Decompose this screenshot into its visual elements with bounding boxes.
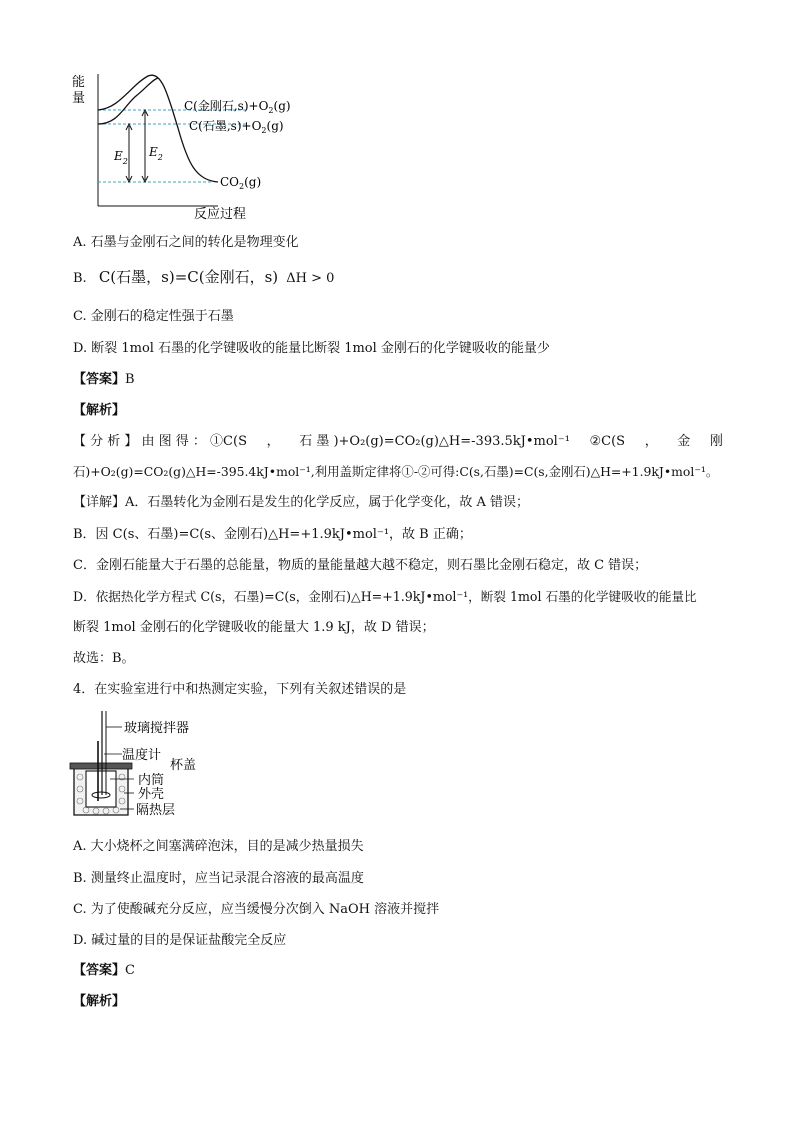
lid <box>70 763 132 769</box>
label-inner-cup: 内筒 <box>138 773 165 788</box>
graphite-label: C(石墨$,s)+O_2(g)$ <box>189 119 284 135</box>
label-lid: 杯盖 <box>170 758 197 773</box>
fenxi-seg-1: 【 分 析 】 由 图 得 ： ①C(S <box>73 434 247 449</box>
q3-answer-value: B <box>125 372 135 387</box>
q4-answer-label: 【答案】 <box>73 963 126 978</box>
q3-option-b <box>73 268 334 288</box>
q3-option-b-suffix: ΔH > 0 <box>286 271 335 286</box>
graphite-reaction-curve <box>98 78 158 124</box>
q3-answer <box>73 371 135 389</box>
calorimeter-diagram <box>68 705 218 825</box>
label-thermometer: 温度计 <box>122 748 162 763</box>
q3-option-d: D. 断裂 1mol 石墨的化学键吸收的能量比断裂 1mol 金刚石的化学键吸收的能量少 <box>73 341 550 356</box>
q3-detail-d-line-1: D．依据热化学方程式 C(s，石墨)=C(s，金刚石)△H=+1.9kJ•mol⁻¹，断裂 1mol 石墨的化学键吸收的能量比 <box>73 589 697 604</box>
q3-answer-label: 【答案】 <box>73 372 126 387</box>
q4-stem: 4．在实验室进行中和热测定实验，下列有关叙述错误的是 <box>73 682 407 697</box>
label-outer-shell: 外壳 <box>138 787 165 802</box>
q3-detail-c: C．金刚石能量大于石墨的总能量，物质的量能量越大越不稳定，则石墨比金刚石稳定，故 C 错误； <box>73 558 648 573</box>
label-insulation: 隔热层 <box>136 803 176 818</box>
q3-analysis-label: 【解析】 <box>73 403 126 418</box>
e2-label-right: $E_2$ <box>149 145 163 162</box>
co2-label: $CO_2(g)$ <box>220 175 262 191</box>
label-stirrer: 玻璃搅拌器 <box>124 721 190 736</box>
q3-fenxi-line-2: 石)+O₂(g)=CO₂(g)△H=-395.4kJ•mol⁻¹,利用盖斯定律将①-②可得:C(s,石墨)=C(s,金刚石)△H=+1.9kJ•mol⁻¹。 <box>73 464 719 479</box>
diamond-label: C(金刚石$,s)+O_2(g)$ <box>184 99 291 115</box>
fenxi-seg-6: 金 <box>677 434 691 449</box>
e2-label-left: $E_2$ <box>114 149 128 166</box>
q4-option-a: A. 大小烧杯之间塞满碎泡沫，目的是减少热量损失 <box>73 839 364 854</box>
q4-option-b: B. 测量终止温度时，应当记录混合溶液的最高温度 <box>73 871 364 886</box>
q3-detail-b: B．因 C(s、石墨)=C(s、金刚石)△H=+1.9kJ•mol⁻¹，故 B 正确； <box>73 527 472 542</box>
y-axis-label-bottom: 量 <box>72 91 86 106</box>
inner-cup <box>86 771 116 807</box>
q4-analysis-label: 【解析】 <box>73 994 126 1009</box>
x-axis-label: 反应过程 <box>194 207 247 222</box>
q3-conclusion: 故选：B。 <box>73 651 135 666</box>
y-axis-label-top: 能 <box>72 75 86 90</box>
fenxi-seg-3: 石 墨 )+O₂(g)=CO₂(g)△H=-393.5kJ•mol⁻¹ <box>299 434 570 449</box>
q3-option-b-prefix: B. <box>73 271 87 286</box>
q3-option-b-formula: C(石墨，s)=C(金刚石，s) <box>98 268 279 286</box>
q4-answer <box>73 962 135 980</box>
q3-detail-a: 【详解】A．石墨转化为金刚石是发生的化学反应，属于化学变化，故 A 错误； <box>73 495 530 510</box>
energy-profile-diagram <box>68 68 328 223</box>
q3-option-c: C. 金刚石的稳定性强于石墨 <box>73 309 234 324</box>
q3-detail-d-line-2: 断裂 1mol 金刚石的化学键吸收的能量大 1.9 kJ，故 D 错误； <box>73 620 435 635</box>
fenxi-seg-2: ， <box>266 434 280 449</box>
fenxi-seg-5: ， <box>644 434 658 449</box>
q4-option-d: D. 碱过量的目的是保证盐酸完全反应 <box>73 933 287 948</box>
q4-answer-value: C <box>125 963 135 978</box>
fenxi-seg-7: 刚 <box>709 434 723 449</box>
fenxi-seg-4: ②C(S <box>589 434 626 449</box>
q3-fenxi-line-1 <box>73 433 723 451</box>
q4-option-c: C. 为了使酸碱充分反应，应当缓慢分次倒入 NaOH 溶液并搅拌 <box>73 902 440 917</box>
q3-option-a: A. 石墨与金刚石之间的转化是物理变化 <box>73 235 299 250</box>
